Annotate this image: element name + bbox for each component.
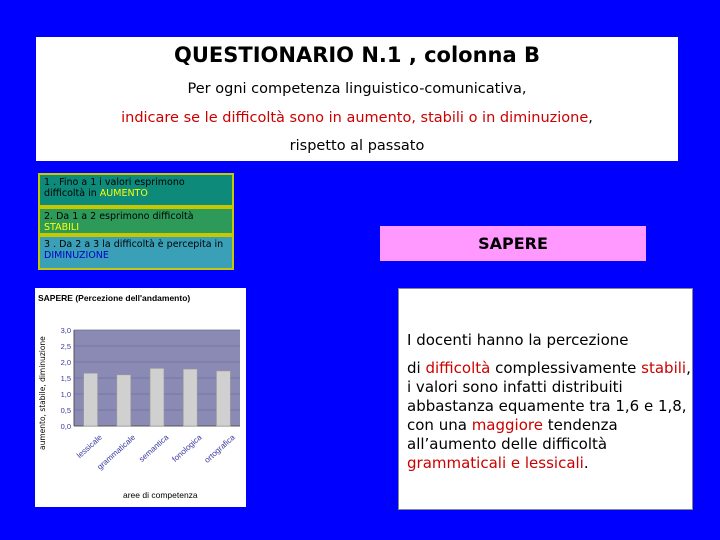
analysis-text-2: , i valori sono infatti distribuiti abbastanza equamente tra 1,6 e 1,8, con una — [407, 359, 691, 434]
legend-item-2-text: 2. Da 1 a 2 esprimono difficoltà — [44, 211, 194, 222]
bar — [84, 373, 98, 426]
legend-item-3-text: 3 . Da 2 a 3 la difficoltà è percepita in — [44, 239, 224, 250]
bar — [216, 371, 230, 426]
legend-item-1-highlight: AUMENTO — [99, 188, 148, 199]
y-tick-label: 2,5 — [60, 342, 71, 351]
analysis-hl-difficolta: difficoltà — [425, 359, 491, 377]
x-tick-label: fonologica — [170, 432, 204, 464]
y-tick-label: 0,0 — [60, 422, 71, 431]
legend-item-3-highlight: DIMINUZIONE — [44, 250, 109, 261]
legend-item-diminuzione — [38, 235, 234, 270]
sapere-label: SAPERE — [380, 226, 646, 261]
subtitle-line-1: Per ogni competenza linguistico-comunicativa, — [187, 81, 527, 97]
x-tick-label: lessicale — [75, 432, 104, 461]
y-tick-label: 2,0 — [60, 358, 71, 367]
chart-ylabel: aumento, stabile, diminuzione — [38, 336, 47, 450]
chart-title: SAPERE (Percezione dell'andamento) — [38, 293, 191, 303]
y-tick-label: 3,0 — [60, 326, 71, 335]
subtitle-line-2-comma: , — [588, 110, 593, 126]
analysis-hl-stabili: stabili — [641, 359, 687, 377]
subtitle-line-2 — [36, 110, 678, 126]
analysis-text-1: complessivamente — [490, 359, 642, 377]
analysis-paragraph — [407, 359, 691, 473]
y-tick-label: 0,5 — [60, 406, 71, 415]
analysis-line-1: I docenti hanno la percezione — [407, 331, 629, 349]
analysis-hl-gram-less: grammaticali e lessicali — [407, 454, 584, 472]
analysis-text-4: . — [583, 454, 589, 472]
page-title: QUESTIONARIO N.1 , colonna B — [174, 43, 540, 67]
plot-area — [61, 326, 240, 472]
analysis-text-3: tendenza all’aumento delle difficoltà — [407, 416, 618, 453]
analysis-hl-maggiore: maggiore — [471, 416, 543, 434]
bar — [150, 368, 164, 426]
x-tick-label: semantica — [137, 432, 171, 464]
analysis-text-di: di — [407, 359, 426, 377]
legend-item-2-highlight: STABILI — [44, 222, 80, 233]
legend-item-aumento — [38, 173, 234, 207]
chart-xlabel: aree di competenza — [123, 490, 198, 500]
subtitle-line-2-text: indicare se le difficoltà sono in aumento, stabili o in diminuzione — [121, 110, 589, 126]
bar — [117, 375, 131, 426]
y-tick-label: 1,0 — [60, 390, 71, 399]
header-panel — [36, 37, 678, 161]
legend-item-1-text: 1 . Fino a 1 i valori esprimono difficoltà in — [44, 177, 185, 199]
bar — [183, 369, 197, 426]
y-tick-label: 1,5 — [60, 374, 71, 383]
x-tick-label: ortografica — [202, 432, 237, 465]
analysis-panel — [398, 288, 693, 510]
legend-item-stabili — [38, 207, 234, 235]
chart-panel — [35, 288, 246, 507]
subtitle-line-3: rispetto al passato — [289, 138, 425, 154]
bar-chart — [35, 288, 246, 507]
x-tick-label: grammaticale — [95, 432, 138, 472]
